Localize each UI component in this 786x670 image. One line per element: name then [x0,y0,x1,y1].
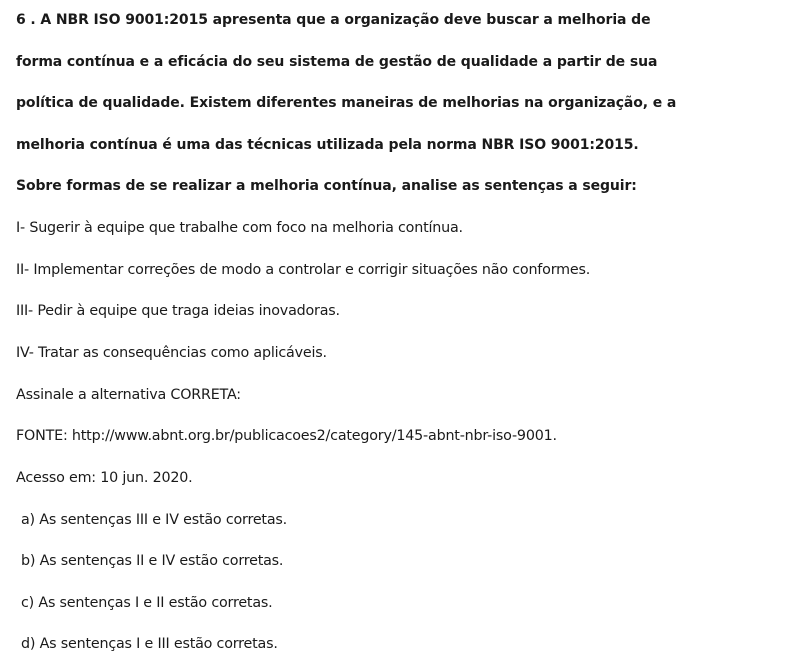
statement-3: III- Pedir à equipe que traga ideias inovadoras. [16,303,340,319]
access-date-text: Acesso em: 10 jun. 2020. [16,470,193,486]
question-stem-line-1: 6 . A NBR ISO 9001:2015 apresenta que a organização deve buscar a melhoria de [16,12,651,28]
statement-4: IV- Tratar as consequências como aplicáveis. [16,345,327,361]
alternative-d[interactable]: d) As sentenças I e III estão corretas. [21,636,278,652]
source-text: FONTE: http://www.abnt.org.br/publicacoes2/category/145-abnt-nbr-iso-9001. [16,428,557,444]
alternative-a[interactable]: a) As sentenças III e IV estão corretas. [21,512,287,528]
alternative-c[interactable]: c) As sentenças I e II estão corretas. [21,595,273,611]
statement-1: I- Sugerir à equipe que trabalhe com foco na melhoria contínua. [16,220,463,236]
question-stem-line-5: Sobre formas de se realizar a melhoria contínua, analise as sentenças a seguir: [16,178,637,194]
question-stem-line-3: política de qualidade. Existem diferentes maneiras de melhorias na organização, e a [16,95,677,111]
question-stem-line-4: melhoria contínua é uma das técnicas utilizada pela norma NBR ISO 9001:2015. [16,137,639,153]
question-stem-line-2: forma contínua e a eficácia do seu sistema de gestão de qualidade a partir de sua [16,54,658,70]
alternative-b[interactable]: b) As sentenças II e IV estão corretas. [21,553,284,569]
statement-2: II- Implementar correções de modo a controlar e corrigir situações não conformes. [16,262,591,278]
instruction-text: Assinale a alternativa CORRETA: [16,387,241,403]
